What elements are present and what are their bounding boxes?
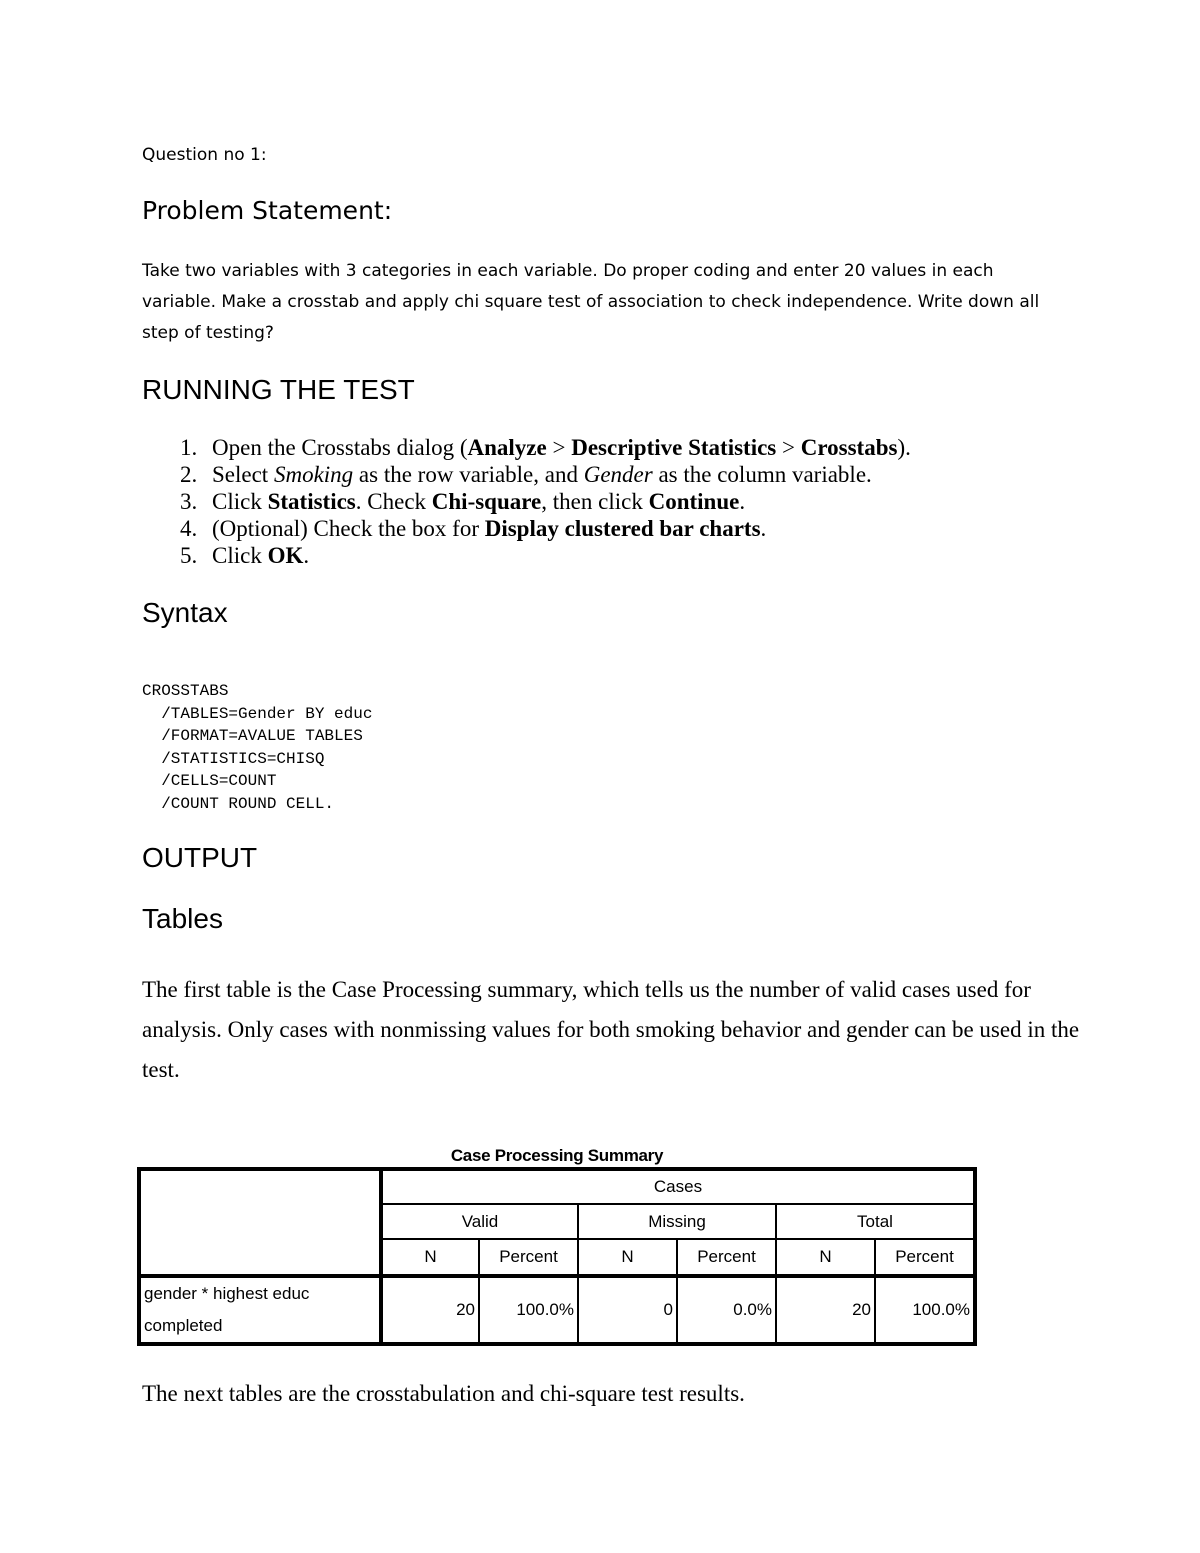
table-corner-cell [139,1169,381,1276]
step-item [142,461,911,488]
step-text [212,434,911,461]
output-heading: OUTPUT [142,842,258,873]
cases-header: Cases [381,1169,975,1204]
step-item [142,434,911,461]
syntax-code-block: CROSSTABS /TABLES=Gender BY educ /FORMAT=AVALUE TABLES /STATISTICS=CHISQ /CELLS=COUNT /COUNT ROUND CELL. [142,682,373,813]
next-tables-text: The next tables are the crosstabulation and chi-square test results. [142,1381,745,1406]
step-number: 4. [180,516,198,541]
subheader-cell: N [381,1239,479,1276]
subheader-cell: Percent [677,1239,776,1276]
step-text-segment: Click [212,543,268,568]
value-cell: 100.0% [875,1276,975,1344]
step-text-segment: > [546,435,572,460]
step-text-segment: . [739,489,746,514]
step-text-segment: Gender [583,462,653,487]
step-text-segment: Smoking [273,462,354,487]
step-text-segment: Statistics [267,489,356,514]
step-text-segment: > [776,435,801,460]
value-cell: 0 [578,1276,677,1344]
step-text-segment: Select [212,462,274,487]
step-item [142,488,911,515]
step-number: 5. [180,543,198,568]
problem-heading: Problem Statement: [142,196,393,225]
step-text-segment: . [303,543,310,568]
step-text-segment: Open the Crosstabs dialog ( [212,435,468,460]
step-number: 3. [180,489,198,514]
tables-heading: Tables [142,903,223,934]
subheader-cell: Percent [875,1239,975,1276]
value-cell: 20 [381,1276,479,1344]
subheader-cell: N [578,1239,677,1276]
value-cell: 100.0% [479,1276,578,1344]
step-text [212,461,872,488]
step-item [142,515,911,542]
group-header-missing: Missing [578,1204,776,1239]
step-text-segment: as the row variable, and [353,462,584,487]
step-text-segment: Display clustered bar charts [484,516,761,541]
step-text-segment: Analyze [467,435,547,460]
problem-text: Take two variables with 3 categories in each variable. Do proper coding and enter 20 values in each variable. Make a crosstab and apply chi square test of association to check independence. Write down all step of testing? [142,261,1040,343]
step-text-segment: , then click [541,489,649,514]
step-number: 2. [180,462,198,487]
group-header-valid: Valid [381,1204,578,1239]
group-header-total: Total [776,1204,975,1239]
step-text-segment: Crosstabs [800,435,898,460]
step-text-segment: Descriptive Statistics [571,435,777,460]
value-cell: 20 [776,1276,875,1344]
step-text-segment: ). [897,435,911,460]
row-label-cell: gender * highest educ completed [139,1276,381,1344]
tables-intro-text: The first table is the Case Processing summary, which tells us the number of valid cases used for analysis. Only cases with nonmissing values for both smoking behavior and gender can be used in the test. [142,977,1080,1082]
subheader-cell: Percent [479,1239,578,1276]
table-row [139,1276,975,1344]
step-number: 1. [180,435,198,460]
step-text-segment: . [760,516,767,541]
step-text [212,542,309,569]
step-text-segment: Continue [648,489,740,514]
steps-list [142,434,911,569]
step-text-segment: as the column variable. [652,462,872,487]
syntax-heading: Syntax [142,597,228,628]
table-header-row [139,1169,975,1204]
step-text [212,515,766,542]
step-text-segment: Click [212,489,268,514]
case-processing-title: Case Processing Summary [450,1146,664,1165]
step-text-segment: OK [267,543,304,568]
step-text-segment: Chi-square [431,489,542,514]
question-label: Question no 1: [142,145,267,165]
step-text-segment: . Check [355,489,432,514]
case-processing-table [137,1167,977,1346]
subheader-cell: N [776,1239,875,1276]
step-text-segment: (Optional) Check the box for [212,516,485,541]
running-heading: RUNNING THE TEST [142,374,415,405]
step-item [142,542,911,569]
value-cell: 0.0% [677,1276,776,1344]
step-text [212,488,745,515]
